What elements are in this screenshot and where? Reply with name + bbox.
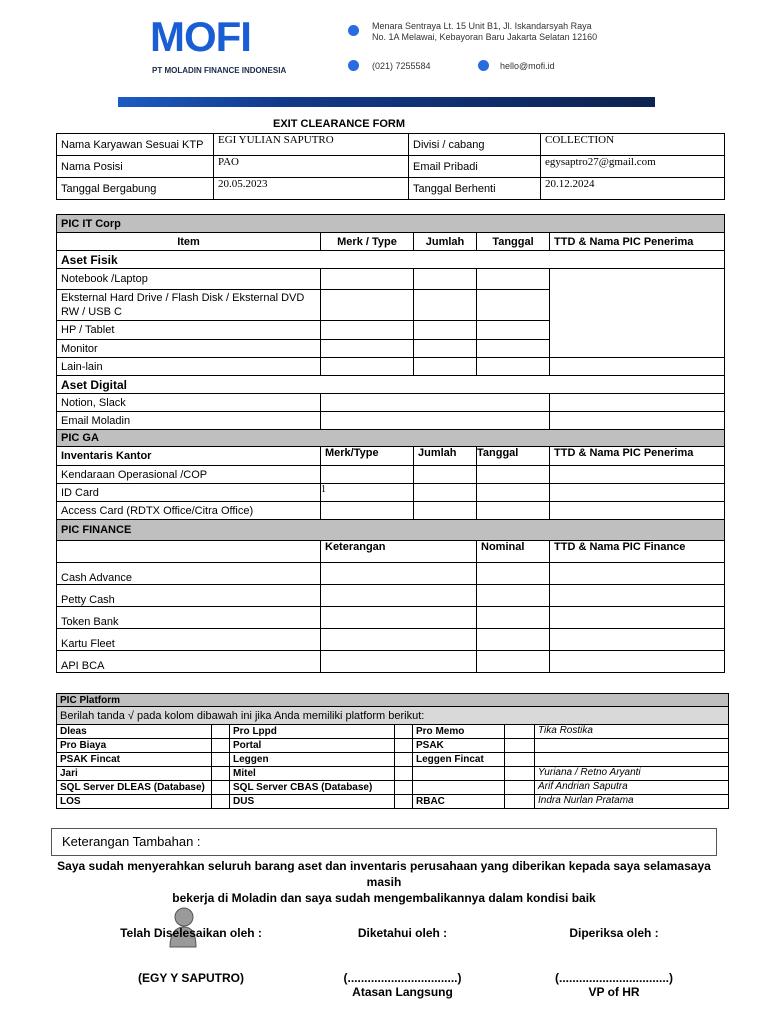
platform-name: Pro Biaya: [57, 739, 212, 753]
platform-checkbox[interactable]: [395, 781, 413, 795]
platform-pic: Indra Nurlan Pratama: [535, 795, 729, 809]
platform-checkbox[interactable]: [505, 753, 535, 767]
platform-pic: [535, 753, 729, 767]
platform-checkbox[interactable]: [212, 767, 230, 781]
join-date-label: Tanggal Bergabung: [57, 178, 214, 200]
inventory-row-label: Kendaraan Operasional /COP: [57, 466, 321, 484]
platform-name: [413, 781, 505, 795]
platform-name: SQL Server DLEAS (Database): [57, 781, 212, 795]
inventory-row-label: Access Card (RDTX Office/Citra Office): [57, 502, 321, 520]
aset-digital-title: Aset Digital: [57, 376, 725, 394]
platform-name: LOS: [57, 795, 212, 809]
platform-checkbox[interactable]: [212, 781, 230, 795]
division-label: Divisi / cabang: [409, 134, 541, 156]
section-pic-it: PIC IT Corp: [57, 215, 725, 233]
clearance-table: [56, 214, 725, 673]
email-label: Email Pribadi: [409, 156, 541, 178]
platform-pic: Tika Rostika: [535, 725, 729, 739]
col-jumlah: Jumlah: [414, 233, 477, 251]
address-line-1: Menara Sentraya Lt. 15 Unit B1, Jl. Iskandarsyah Raya: [372, 21, 592, 31]
platform-checkbox[interactable]: [395, 739, 413, 753]
name-value: EGI YULIAN SAPUTRO: [214, 134, 409, 156]
it-signature-cell: [550, 269, 725, 358]
platform-name: [413, 767, 505, 781]
platform-checkbox[interactable]: [395, 753, 413, 767]
col-inventaris: Inventaris Kantor: [57, 447, 321, 466]
platform-instruction: Berilah tanda √ pada kolom dibawah ini jika Anda memiliki platform berikut:: [57, 707, 729, 725]
finance-row-label: Token Bank: [57, 607, 321, 629]
platform-pic: Arif Andrian Saputra: [535, 781, 729, 795]
phone-icon: [348, 60, 359, 71]
keterangan-box[interactable]: [51, 828, 717, 856]
section-pic-platform: PIC Platform: [57, 694, 729, 707]
platform-name: PSAK Fincat: [57, 753, 212, 767]
asset-row-label: Notion, Slack: [57, 394, 321, 412]
col-tanggal: Tanggal: [477, 233, 550, 251]
platform-name: Portal: [230, 739, 395, 753]
platform-checkbox[interactable]: [212, 739, 230, 753]
platform-checkbox[interactable]: [395, 767, 413, 781]
platform-name: Leggen: [230, 753, 395, 767]
col-keterangan: Keterangan: [321, 541, 477, 563]
platform-checkbox[interactable]: [505, 725, 535, 739]
email-value: egysaptro27@gmail.com: [541, 156, 725, 178]
col-merk-type: Merk/Type: [321, 447, 414, 466]
company-email: hello@mofi.id: [500, 61, 555, 71]
platform-checkbox[interactable]: [212, 725, 230, 739]
platform-checkbox[interactable]: [395, 725, 413, 739]
platform-name: PSAK: [413, 739, 505, 753]
col-tanggal: Tanggal: [477, 447, 550, 466]
platform-table: [56, 693, 729, 809]
platform-name: Leggen Fincat: [413, 753, 505, 767]
email-icon: [478, 60, 489, 71]
statement: [54, 858, 714, 906]
finance-row-label: API BCA: [57, 651, 321, 673]
signature-2-label: Diketahui oleh :: [357, 926, 448, 940]
platform-name: RBAC: [413, 795, 505, 809]
company-logo: [150, 8, 295, 80]
section-pic-ga: PIC GA: [57, 430, 725, 447]
form-title: EXIT CLEARANCE FORM: [273, 118, 405, 130]
position-label: Nama Posisi: [57, 156, 214, 178]
platform-checkbox[interactable]: [395, 795, 413, 809]
platform-pic: Yuriana / Retno Aryanti: [535, 767, 729, 781]
asset-row-label: Eksternal Hard Drive / Flash Disk / Eksternal DVD RW / USB C: [57, 290, 321, 321]
signature-3-role: VP of HR: [588, 985, 640, 999]
statement-line-1: Saya sudah menyerahkan seluruh barang aset dan inventaris perusahaan yang diberikan kepada saya selamasaya masih: [57, 859, 711, 889]
finance-row-label: Kartu Fleet: [57, 629, 321, 651]
col-ttd: TTD & Nama PIC Penerima: [550, 447, 725, 466]
end-date-value: 20.12.2024: [541, 178, 725, 200]
col-item: Item: [57, 233, 321, 251]
finance-row-label: Cash Advance: [57, 563, 321, 585]
platform-checkbox[interactable]: [505, 767, 535, 781]
end-date-label: Tanggal Berhenti: [409, 178, 541, 200]
col-ttd: TTD & Nama PIC Penerima: [550, 233, 725, 251]
inventory-row-label: ID Card: [57, 484, 321, 502]
finance-row-label: Petty Cash: [57, 585, 321, 607]
platform-name: Mitel: [230, 767, 395, 781]
platform-checkbox[interactable]: [505, 795, 535, 809]
logo-text: MOFI: [150, 13, 251, 60]
col-nominal: Nominal: [477, 541, 550, 563]
asset-row-label: HP / Tablet: [57, 321, 321, 340]
address-line-2: No. 1A Melawai, Kebayoran Baru Jakarta Selatan 12160: [372, 32, 598, 42]
signature-3-label: Diperiksa oleh :: [569, 926, 659, 940]
statement-line-2: bekerja di Moladin dan saya sudah mengembalikannya dalam kondisi baik: [172, 891, 596, 905]
platform-name: Pro Memo: [413, 725, 505, 739]
employee-info-table: [56, 133, 725, 200]
signature-1-label: Telah Diselesaikan oleh :: [120, 926, 262, 940]
join-date-value: 20.05.2023: [214, 178, 409, 200]
asset-row-label: Email Moladin: [57, 412, 321, 430]
asset-row-label: Monitor: [57, 340, 321, 358]
keterangan-label: Keterangan Tambahan :: [62, 834, 201, 849]
signature-2-role: Atasan Langsung: [352, 985, 453, 999]
signature-3-name: (.................................): [554, 971, 673, 985]
platform-pic: [535, 739, 729, 753]
platform-name: Dleas: [57, 725, 212, 739]
platform-checkbox[interactable]: [212, 795, 230, 809]
section-pic-finance: PIC FINANCE: [57, 520, 725, 541]
header-band: [118, 97, 655, 107]
division-value: COLLECTION: [541, 134, 725, 156]
position-value: PAO: [214, 156, 409, 178]
platform-name: Pro Lppd: [230, 725, 395, 739]
col-jumlah: Jumlah: [414, 447, 477, 466]
aset-fisik-title: Aset Fisik: [57, 251, 725, 269]
platform-name: SQL Server CBAS (Database): [230, 781, 395, 795]
id-card-jumlah: 1: [321, 484, 414, 502]
platform-checkbox[interactable]: [212, 753, 230, 767]
name-label: Nama Karyawan Sesuai KTP: [57, 134, 214, 156]
logo-subtitle: PT MOLADIN FINANCE INDONESIA: [152, 66, 287, 75]
col-merk: Merk / Type: [321, 233, 414, 251]
col-ttd-finance: TTD & Nama PIC Finance: [550, 541, 725, 563]
platform-name: Jari: [57, 767, 212, 781]
platform-name: DUS: [230, 795, 395, 809]
platform-checkbox[interactable]: [505, 739, 535, 753]
signature-1-name: (EGY Y SAPUTRO): [137, 971, 245, 985]
signature-2-name: (.................................): [343, 971, 462, 985]
phone-number: (021) 7255584: [372, 61, 431, 71]
asset-row-label: Lain-lain: [57, 358, 321, 376]
location-icon: [348, 25, 359, 36]
platform-checkbox[interactable]: [505, 781, 535, 795]
asset-row-label: Notebook /Laptop: [57, 269, 321, 290]
